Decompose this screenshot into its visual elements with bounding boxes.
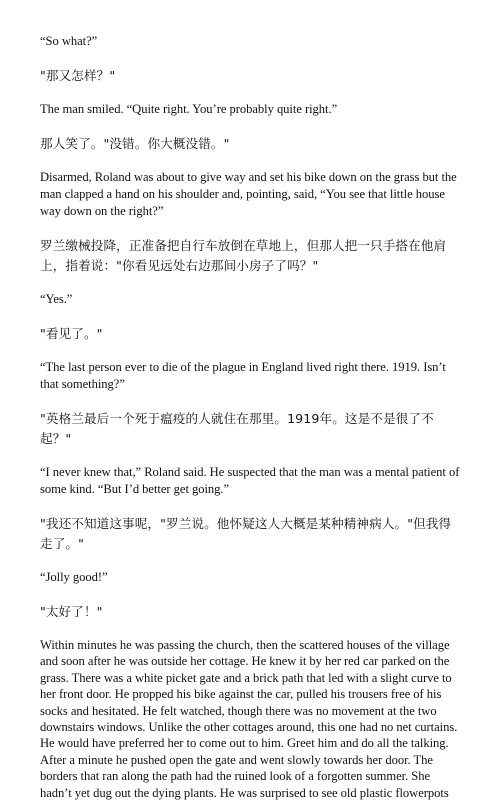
chinese-paragraph-5: "英格兰最后一个死于瘟疫的人就住在那里。1919年。这是不是很了不起？"	[40, 411, 434, 446]
chinese-paragraph-2: 那人笑了。"没错。你大概没错。"	[40, 136, 230, 151]
chinese-paragraph-1: "那又怎样？"	[40, 68, 116, 83]
english-paragraph-2: The man smiled. “Quite right. You’re probably quite right.”	[40, 102, 338, 116]
english-paragraph-8: Within minutes he was passing the church, then the scattered houses of the village and soon after he was outside her cottage. He knew it by her red car parked on the grass. There was a white picket gate and a brick path that led with a slight curve to her front door. He propped his bike against the car, pulled his trousers free of his socks and hesitated. He felt watched, though there was no movement at the two downstairs windows. Unlike the other cottages around, this one had no net curtains. He would have preferred her to come out to him. Greet him and do all the talking. After a minute he pushed open the gate and went slowly towards her door. The borders that ran along the path had the ruined look of a forgotten summer. She hadn’t yet dug out the dying plants. He was surprised to see old plastic flowerpots	[40, 638, 458, 800]
english-paragraph-3: Disarmed, Roland was about to give way and set his bike down on the grass but the man clapped a hand on his shoulder and, pointing, said, “You see that little house way down on the right?”	[40, 170, 457, 218]
chinese-paragraph-4: "看见了。"	[40, 326, 103, 341]
chinese-paragraph-7: "太好了！"	[40, 604, 103, 619]
english-paragraph-5: “The last person ever to die of the plague in England lived right there. 1919. Isn’t that something?”	[40, 360, 446, 391]
english-paragraph-4: “Yes.”	[40, 292, 73, 306]
english-paragraph-6: “I never knew that,” Roland said. He suspected that the man was a mental patient of some kind. “But I’d better get going.”	[40, 465, 460, 496]
chinese-paragraph-3: 罗兰缴械投降，正准备把自行车放倒在草地上，但那人把一只手搭在他肩上，指着说："你看见远处右边那间小房子了吗？"	[40, 238, 447, 273]
english-paragraph-7: “Jolly good!”	[40, 570, 108, 584]
english-paragraph-1: “So what?”	[40, 34, 98, 48]
chinese-paragraph-6: "我还不知道这事呢，"罗兰说。他怀疑这人大概是某种精神病人。"但我得走了。"	[40, 516, 452, 551]
